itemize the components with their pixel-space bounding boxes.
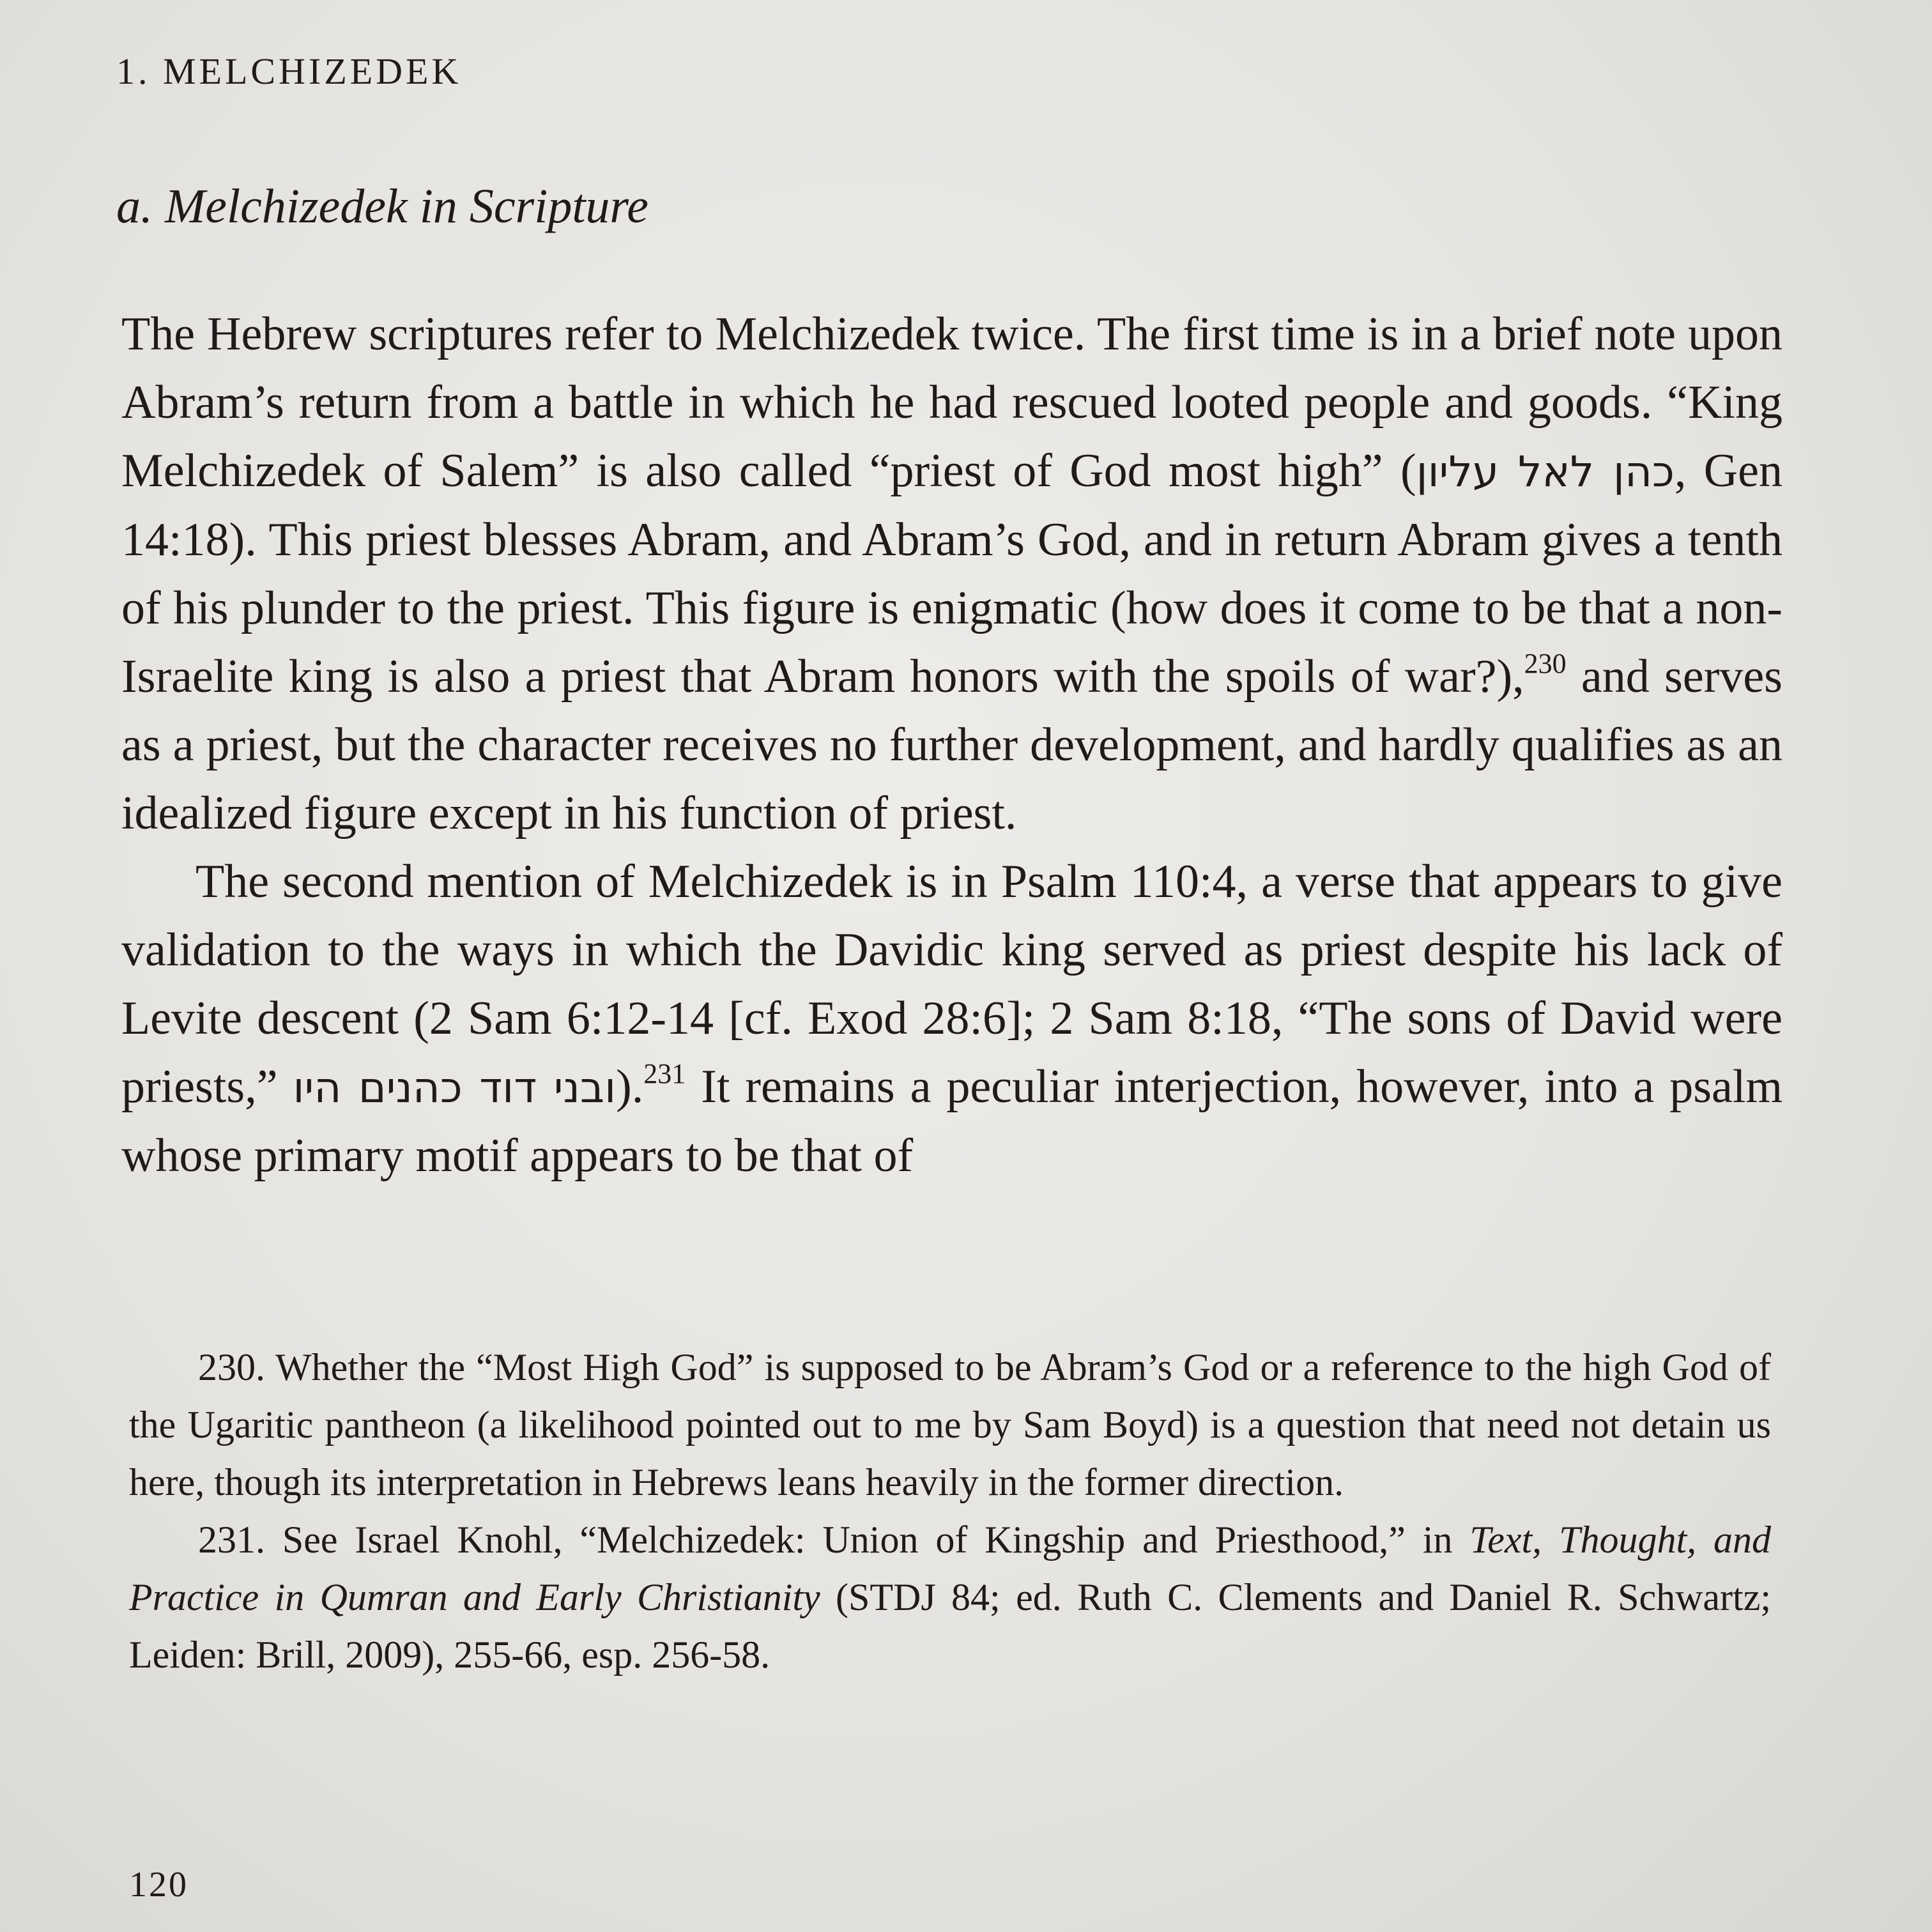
footnote-231 <box>129 1511 1771 1683</box>
footnotes <box>129 1338 1771 1683</box>
body-text <box>121 300 1782 1190</box>
hebrew-phrase-1: כהן לאל עליון <box>1416 447 1675 496</box>
section-heading: a. Melchizedek in Scripture <box>116 180 648 233</box>
paragraph-2-text-c: It remains a peculiar interjection, however, into a psalm whose primary motif appears to be that of <box>121 1061 1783 1182</box>
footnote-ref-231: 231 <box>643 1058 686 1089</box>
footnote-ref-230: 230 <box>1524 648 1567 679</box>
footnote-231-text-a: 231. See Israel Knohl, “Melchizedek: Union of Kingship and Priesthood,” in <box>198 1519 1470 1561</box>
paragraph-1-text-c: and serves as a priest, but the character receives no further development, and hardly qualifies as an idealized figure except in his function of priest. <box>121 650 1782 839</box>
paragraph-2-text-a: The second mention of Melchizedek is in Psalm 110:4, a verse that appears to give validation to the ways in which the Davidic king served as priest despite his lack of Levite descent (2 Sam 6:12-14 [cf. Exod 28:6]; 2 Sam 8:18, “The sons of David were priests,” <box>121 855 1782 1113</box>
page-number: 120 <box>129 1865 188 1905</box>
paragraph-2 <box>121 848 1782 1190</box>
running-head: 1. MELCHIZEDEK <box>116 50 462 92</box>
footnote-230: 230. Whether the “Most High God” is supposed to be Abram’s God or a reference to the high God of the Ugaritic pantheon (a likelihood pointed out to me by Sam Boyd) is a question that need not detain us here, though its interpretation in Hebrews leans heavily in the former direction. <box>129 1346 1771 1503</box>
footnote-231-text-b: (STDJ 84; ed. Ruth C. Clements and Daniel R. Schwartz; Leiden: Brill, 2009), 255-66, esp. 256-58. <box>129 1576 1771 1676</box>
hebrew-phrase-2: ובני דוד כהנים היו <box>293 1063 617 1112</box>
paragraph-1-text-a: The Hebrew scriptures refer to Melchizedek twice. The first time is in a brief note upon Abram’s return from a battle in which he had rescued looted people and goods. “King Melchizedek of Salem” is also called “priest of God most high” ( <box>121 308 1782 497</box>
footnote-231-title: Text, Thought, and Practice in Qumran and Early Christianity <box>129 1519 1771 1618</box>
paragraph-1-text-b: , Gen 14:18). This priest blesses Abram, and Abram’s God, and in return Abram gives a tenth of his plunder to the priest. This figure is enigmatic (how does it come to be that a non-Israelite king is also a priest that Abram honors with the spoils of war?), <box>121 445 1782 703</box>
paragraph-2-text-b: ). <box>616 1061 644 1113</box>
paragraph-1 <box>121 300 1782 848</box>
